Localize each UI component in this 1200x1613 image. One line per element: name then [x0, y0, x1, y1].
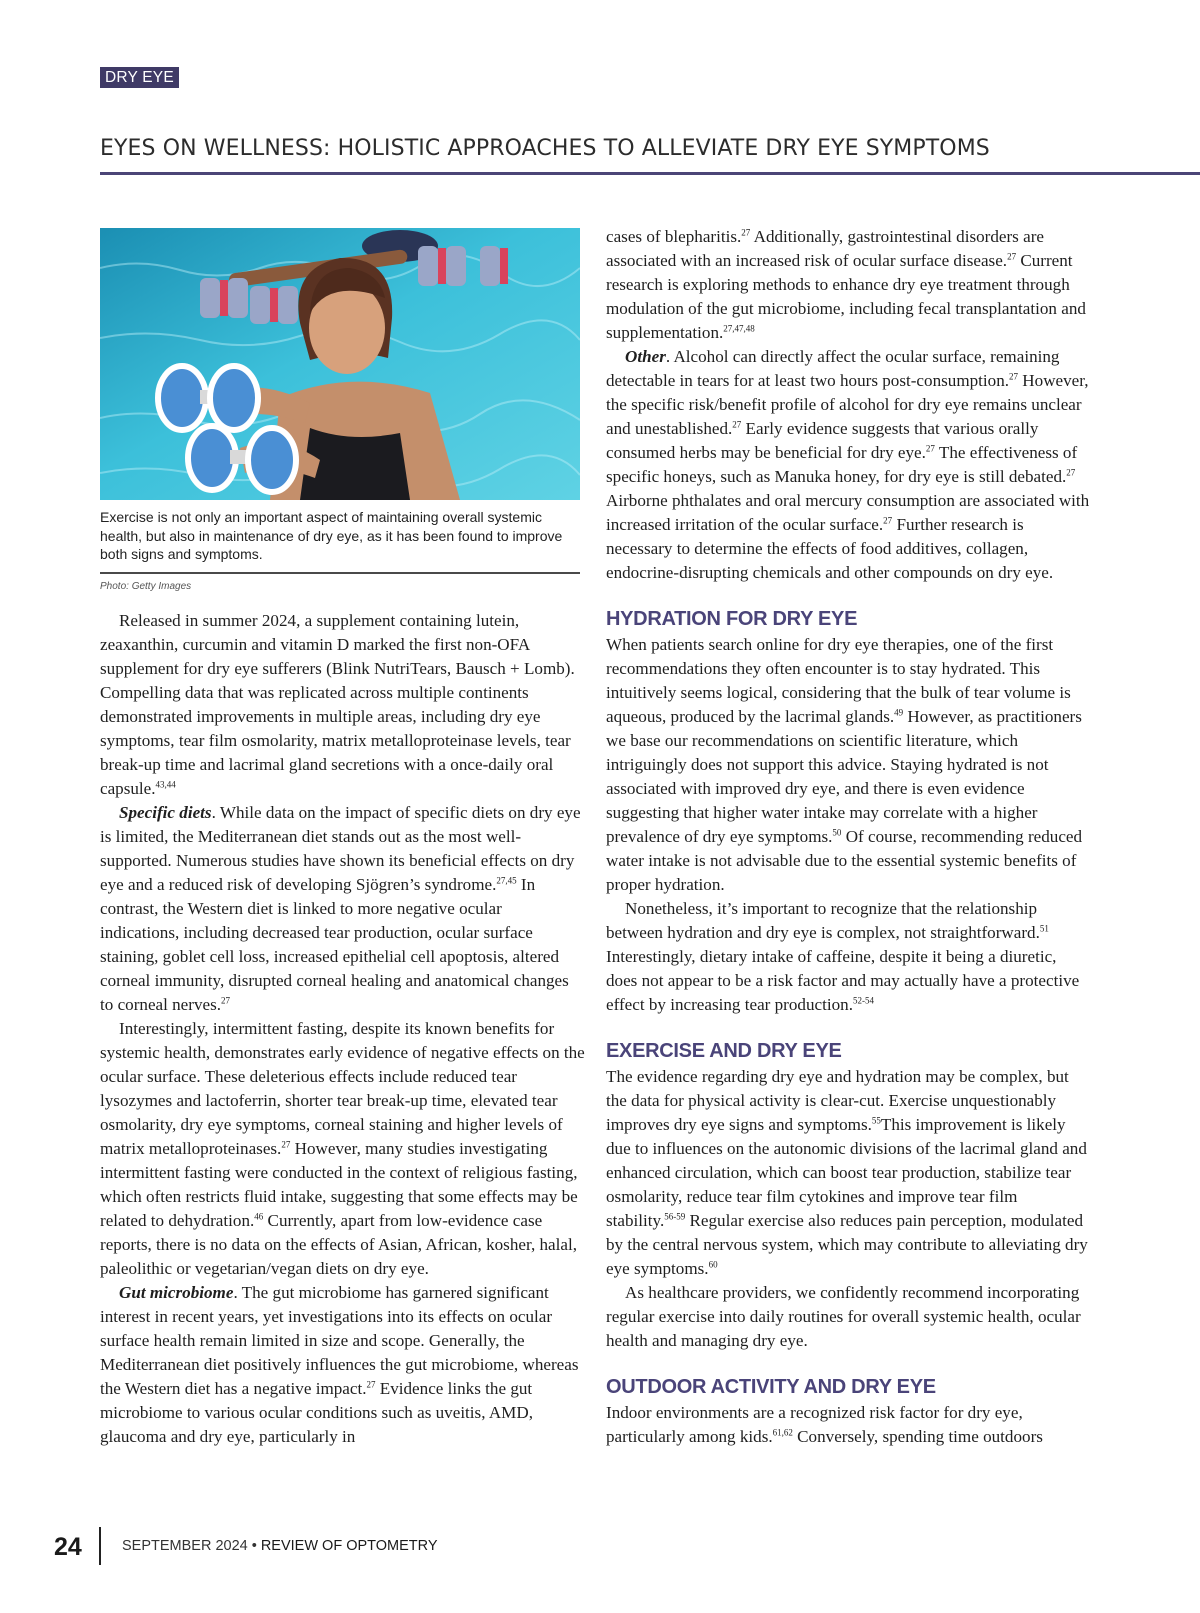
citation: 43,44 [155, 779, 176, 790]
citation: 27 [1066, 467, 1076, 478]
left-column [100, 609, 585, 1449]
citation: 27 [281, 1139, 291, 1150]
photo-caption: Exercise is not only an important aspect of maintaining overall systemic health, but also in maintenance of dry eye, as it has been found to improve both signs and symptoms. [100, 509, 563, 562]
citation: 46 [254, 1211, 264, 1222]
citation: 27 [741, 227, 751, 238]
pool-exercise-illustration [100, 228, 580, 500]
paragraph-recommendation: As healthcare providers, we confidently recommend incorporating regular exercise into daily routines for overall systemic health, ocular health and managing dry eye. [606, 1283, 1081, 1350]
run-in-heading: Specific diets [119, 803, 212, 822]
citation: 27 [1009, 371, 1019, 382]
citation: 55 [871, 1115, 881, 1126]
citation: 27 [883, 515, 893, 526]
paragraph-other: Other. Alcohol can directly affect the ocular surface, remaining detectable in tears for at least two hours post-consumption.$^{27}$ However, the specific risk/benefit profile of alcohol for dry eye remains unclear and unestablished.$^{27}$ Early evidence suggests that various orally consumed herbs may be beneficial for dry eye.$^{27}$ The effectiveness of specific honeys, such as Manuka honey, for dry eye is still debated.$^{27}$ Airborne phthalates and oral mercury consumption are associated with increased irritation of the ocular surface.$^{27}$ Further research is necessary to determine the effects of food additives, collagen, endocrine-disrupting chemicals and other compounds on dry eye. [606, 347, 1090, 582]
paragraph-caffeine: Nonetheless, it’s important to recognize that the relationship between hydration and dry eye is complex, not straightforward.$^{51}$ Interestingly, dietary intake of caffeine, despite it being a diuretic, does not appear to be a risk factor and may actually have a protective effect by increasing tear production.$^{52-54}$ [606, 899, 1080, 1014]
paragraph-specific-diets: Specific diets. While data on the impact of specific diets on dry eye is limited, the Mediterranean diet stands out as the most well-supported. Numerous studies have shown its beneficial effects on dry eye and a reduced risk of developing Sjögren’s syndrome.$^{27,45}$ In contrast, the Western diet is linked to more negative ocular indications, including decreased tear production, ocular surface staining, goblet cell loss, increased epithelial cell apoptosis, altered corneal immunity, disrupted corneal healing and anatomical changes to corneal nerves.$^{27}$ [100, 803, 581, 1014]
citation: 49 [894, 707, 904, 718]
right-column [606, 225, 1091, 1449]
paragraph-outdoor: Indoor environments are a recognized risk factor for dry eye, particularly among kids.$^{61,62}$ Conversely, spending time outdoors [606, 1403, 1043, 1446]
citation: 61,62 [772, 1427, 793, 1438]
citation: 27 [732, 419, 742, 430]
caption-rule [100, 572, 580, 574]
article-headline: EYES ON WELLNESS: HOLISTIC APPROACHES TO ALLEVIATE DRY EYE SYMPTOMS [100, 136, 990, 161]
run-in-heading: Other [625, 347, 666, 366]
run-in-heading: Gut microbiome [119, 1283, 234, 1302]
citation: 51 [1039, 923, 1049, 934]
paragraph-exercise: The evidence regarding dry eye and hydration may be complex, but the data for physical activity is clear-cut. Exercise unquestionably improves dry eye signs and symptoms.$^{55}$This improvement is likely due to influences on the autonomic divisions of the lacrimal gland and enhanced circulation, which can boost tear production, stabilize tear osmolarity, reduce tear film cytokines and improve tear film stability.$^{56-59}$ Regular exercise also reduces pain perception, modulated by the central nervous system, which may contribute to alleviating dry eye symptoms.$^{60}$ [606, 1067, 1088, 1278]
citation: 50 [832, 827, 842, 838]
citation: 27 [221, 995, 231, 1006]
footer-separator: • [251, 1538, 257, 1554]
citation: 27,47,48 [723, 323, 755, 334]
citation: 27 [925, 443, 935, 454]
citation: 52-54 [852, 995, 874, 1006]
issue-date: SEPTEMBER 2024 [122, 1538, 248, 1554]
citation: 27 [1007, 251, 1017, 262]
section-tag: DRY EYE [100, 67, 179, 88]
citation: 27 [366, 1379, 376, 1390]
publication-name: REVIEW OF OPTOMETRY [260, 1538, 438, 1554]
section-heading-outdoor: OUTDOOR ACTIVITY AND DRY EYE [606, 1376, 936, 1398]
footer-divider [99, 1527, 101, 1565]
paragraph-supplement: Released in summer 2024, a supplement containing lutein, zeaxanthin, curcumin and vitamin D marked the first non-OFA supplement for dry eye sufferers (Blink NutriTears, Bausch + Lomb). Compelling data that was replicated across multiple continents demonstrated improvements in multiple areas, including dry eye symptoms, tear film osmolarity, matrix metalloproteinase levels, tear break-up time and lacrimal gland secretions with a once-daily oral capsule.$^{43,44}$ [100, 611, 575, 798]
article-photo [100, 228, 580, 500]
page-number: 24 [54, 1533, 82, 1561]
photo-credit: Photo: Getty Images [100, 581, 192, 592]
paragraph-blepharitis-continued: cases of blepharitis.$^{27}$ Additionally, gastrointestinal disorders are associated with an increased risk of ocular surface disease.$^{27}$ Current research is exploring methods to enhance dry eye treatment through modulation of the gut microbiome, including fecal transplantation and supplementation.$^{27,47,48}$ [606, 227, 1086, 342]
section-heading-exercise: EXERCISE AND DRY EYE [606, 1040, 842, 1062]
paragraph-intermittent-fasting: Interestingly, intermittent fasting, despite its known benefits for systemic health, demonstrates early evidence of negative effects on the ocular surface. These deleterious effects include reduced tear lysozymes and lactoferrin, shorter tear break-up time, elevated tear osmolarity, dry eye symptoms, corneal staining and higher levels of matrix metalloproteinases.$^{27}$ However, many studies investigating intermittent fasting were conducted in the context of religious fasting, which often restricts fluid intake, suggesting that some effects may be related to dehydration.$^{46}$ Currently, apart from low-evidence case reports, there is no data on the effects of Asian, African, kosher, halal, paleolithic or vegetarian/vegan diets on dry eye. [100, 1019, 585, 1278]
citation: 27,45 [496, 875, 517, 886]
footer-folio [122, 1538, 438, 1554]
headline-rule [100, 172, 1200, 175]
paragraph-hydration: When patients search online for dry eye therapies, one of the first recommendations they often encounter is to stay hydrated. This intuitively seems logical, considering that the bulk of tear volume is aqueous, produced by the lacrimal glands.$^{49}$ However, as practitioners we base our recommendations on scientific literature, which intriguingly does not support this advice. Staying hydrated is not associated with improved dry eye, and there is even evidence suggesting that higher water intake may correlate with a higher prevalence of dry eye symptoms.$^{50}$ Of course, recommending reduced water intake is not advisable due to the essential systemic benefits of proper hydration. [606, 635, 1083, 894]
citation: 56-59 [664, 1211, 686, 1222]
section-heading-hydration: HYDRATION FOR DRY EYE [606, 608, 858, 630]
citation: 60 [708, 1259, 718, 1270]
paragraph-gut-microbiome: Gut microbiome. The gut microbiome has garnered significant interest in recent years, yet investigations into its effects on ocular surface health remain limited in size and scope. Generally, the Mediterranean diet positively influences the gut microbiome, whereas the Western diet has a negative impact.$^{27}$ Evidence links the gut microbiome to various ocular conditions such as uveitis, AMD, glaucoma and dry eye, particularly in [100, 1283, 579, 1446]
